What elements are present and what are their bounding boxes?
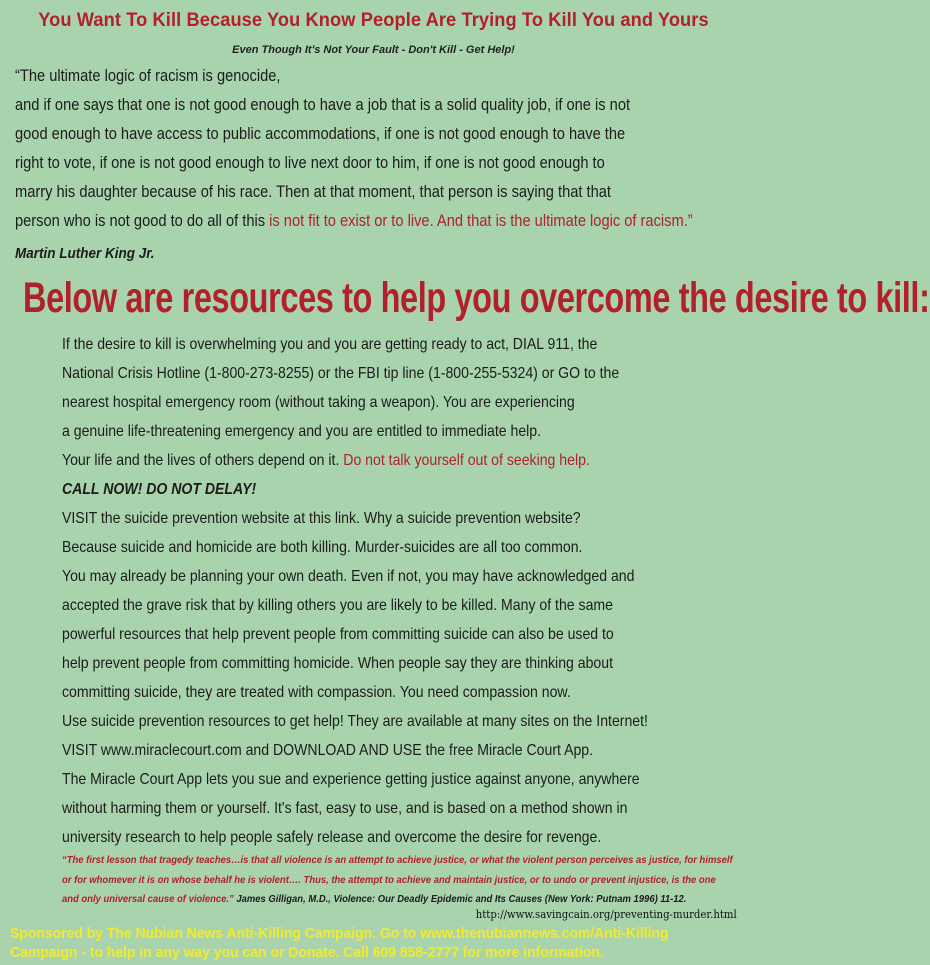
- mlk-quote: [15, 62, 693, 236]
- body-line: Use suicide prevention resources to get help! They are available at many sites on the Internet!: [62, 713, 648, 730]
- body-line: VISIT the suicide prevention website at this link. Why a suicide prevention website?: [62, 510, 581, 527]
- source-url[interactable]: http://www.savingcain.org/preventing-murder.html: [475, 908, 737, 921]
- quote-last-plain: person who is not good to do all of this: [15, 212, 270, 230]
- subtitle: Even Though It's Not Your Fault - Don't Kill - Get Help!: [232, 44, 515, 56]
- body-line: If the desire to kill is overwhelming you and you are getting ready to act, DIAL 911, the: [62, 336, 598, 353]
- body-line: without harming them or yourself. It's fast, easy to use, and is based on a method shown in: [62, 800, 628, 817]
- page-title: You Want To Kill Because You Know People Are Trying To Kill You and Yours: [38, 10, 709, 31]
- body-line: [62, 446, 608, 475]
- body-line5-plain: Your life and the lives of others depend on it.: [62, 452, 344, 469]
- sponsor-footer: [10, 924, 735, 962]
- call-now-text: CALL NOW! DO NOT DELAY!: [62, 481, 257, 498]
- body-line5-highlight: Do not talk yourself out of seeking help.: [343, 452, 590, 469]
- body-line: powerful resources that help prevent people from committing suicide can also be used to: [62, 626, 614, 643]
- quote-line: good enough to have access to public accommodations, if one is not good enough to have the: [15, 125, 626, 143]
- body-line: National Crisis Hotline (1-800-273-8255) or the FBI tip line (1-800-255-5324) or GO to the: [62, 365, 620, 382]
- resources-body: [62, 330, 648, 852]
- quote-attribution: Martin Luther King Jr.: [15, 245, 155, 262]
- quote-line: “The ultimate logic of racism is genocide,: [15, 67, 281, 85]
- body-line: a genuine life-threatening emergency and you are entitled to immediate help.: [62, 423, 542, 440]
- quote-line: and if one says that one is not good enough to have a job that is a solid quality job, if one is not: [15, 96, 631, 114]
- body-line: nearest hospital emergency room (without taking a weapon). You are experiencing: [62, 394, 575, 411]
- gilligan-line3-red: and only universal cause of violence.”: [62, 893, 237, 905]
- gilligan-line: or for whomever it is on whose behalf he is violent…. Thus, the attempt to achieve and maintain justice, or to undo or prevent injustice, is the one: [62, 873, 716, 886]
- quote-last-highlight: is not fit to exist or to live. And that is the ultimate logic of racism.”: [269, 212, 693, 230]
- sponsor-line: Campaign - to help in any way you can or Donate. Call 609 858-2777 for more information.: [10, 944, 604, 961]
- body-line: accepted the grave risk that by killing others you are likely to be killed. Many of the same: [62, 597, 613, 614]
- body-line: VISIT www.miraclecourt.com and DOWNLOAD AND USE the free Miracle Court App.: [62, 742, 594, 759]
- body-line: You may already be planning your own death. Even if not, you may have acknowledged and: [62, 568, 635, 585]
- body-line: help prevent people from committing homicide. When people say they are thinking about: [62, 655, 614, 672]
- gilligan-citation: James Gilligan, M.D., Violence: Our Deadly Epidemic and Its Causes (New York: Putnam 1996) 11-12.: [236, 893, 687, 905]
- quote-line: marry his daughter because of his race. Then at that moment, that person is saying that that: [15, 183, 611, 201]
- body-line: committing suicide, they are treated with compassion. You need compassion now.: [62, 684, 571, 701]
- resources-headline: Below are resources to help you overcome the desire to kill:: [23, 274, 930, 322]
- quote-last-line: [15, 207, 693, 236]
- gilligan-line: [62, 890, 692, 910]
- body-line: university research to help people safely release and overcome the desire for revenge.: [62, 829, 602, 846]
- body-line: The Miracle Court App lets you sue and experience getting justice against anyone, anywhere: [62, 771, 640, 788]
- gilligan-quote: [62, 851, 733, 910]
- body-line: Because suicide and homicide are both killing. Murder-suicides are all too common.: [62, 539, 583, 556]
- quote-line: right to vote, if one is not good enough to live next door to him, if one is not good enough to: [15, 154, 605, 172]
- gilligan-line: “The first lesson that tragedy teaches…is that all violence is an attempt to achieve justice, or what the violent person perceives as justice, for himself: [62, 854, 733, 866]
- sponsor-line: Sponsored by The Nubian News Anti-Killing Campaign. Go to www.thenubiannews.com/Anti-Killing: [10, 925, 669, 942]
